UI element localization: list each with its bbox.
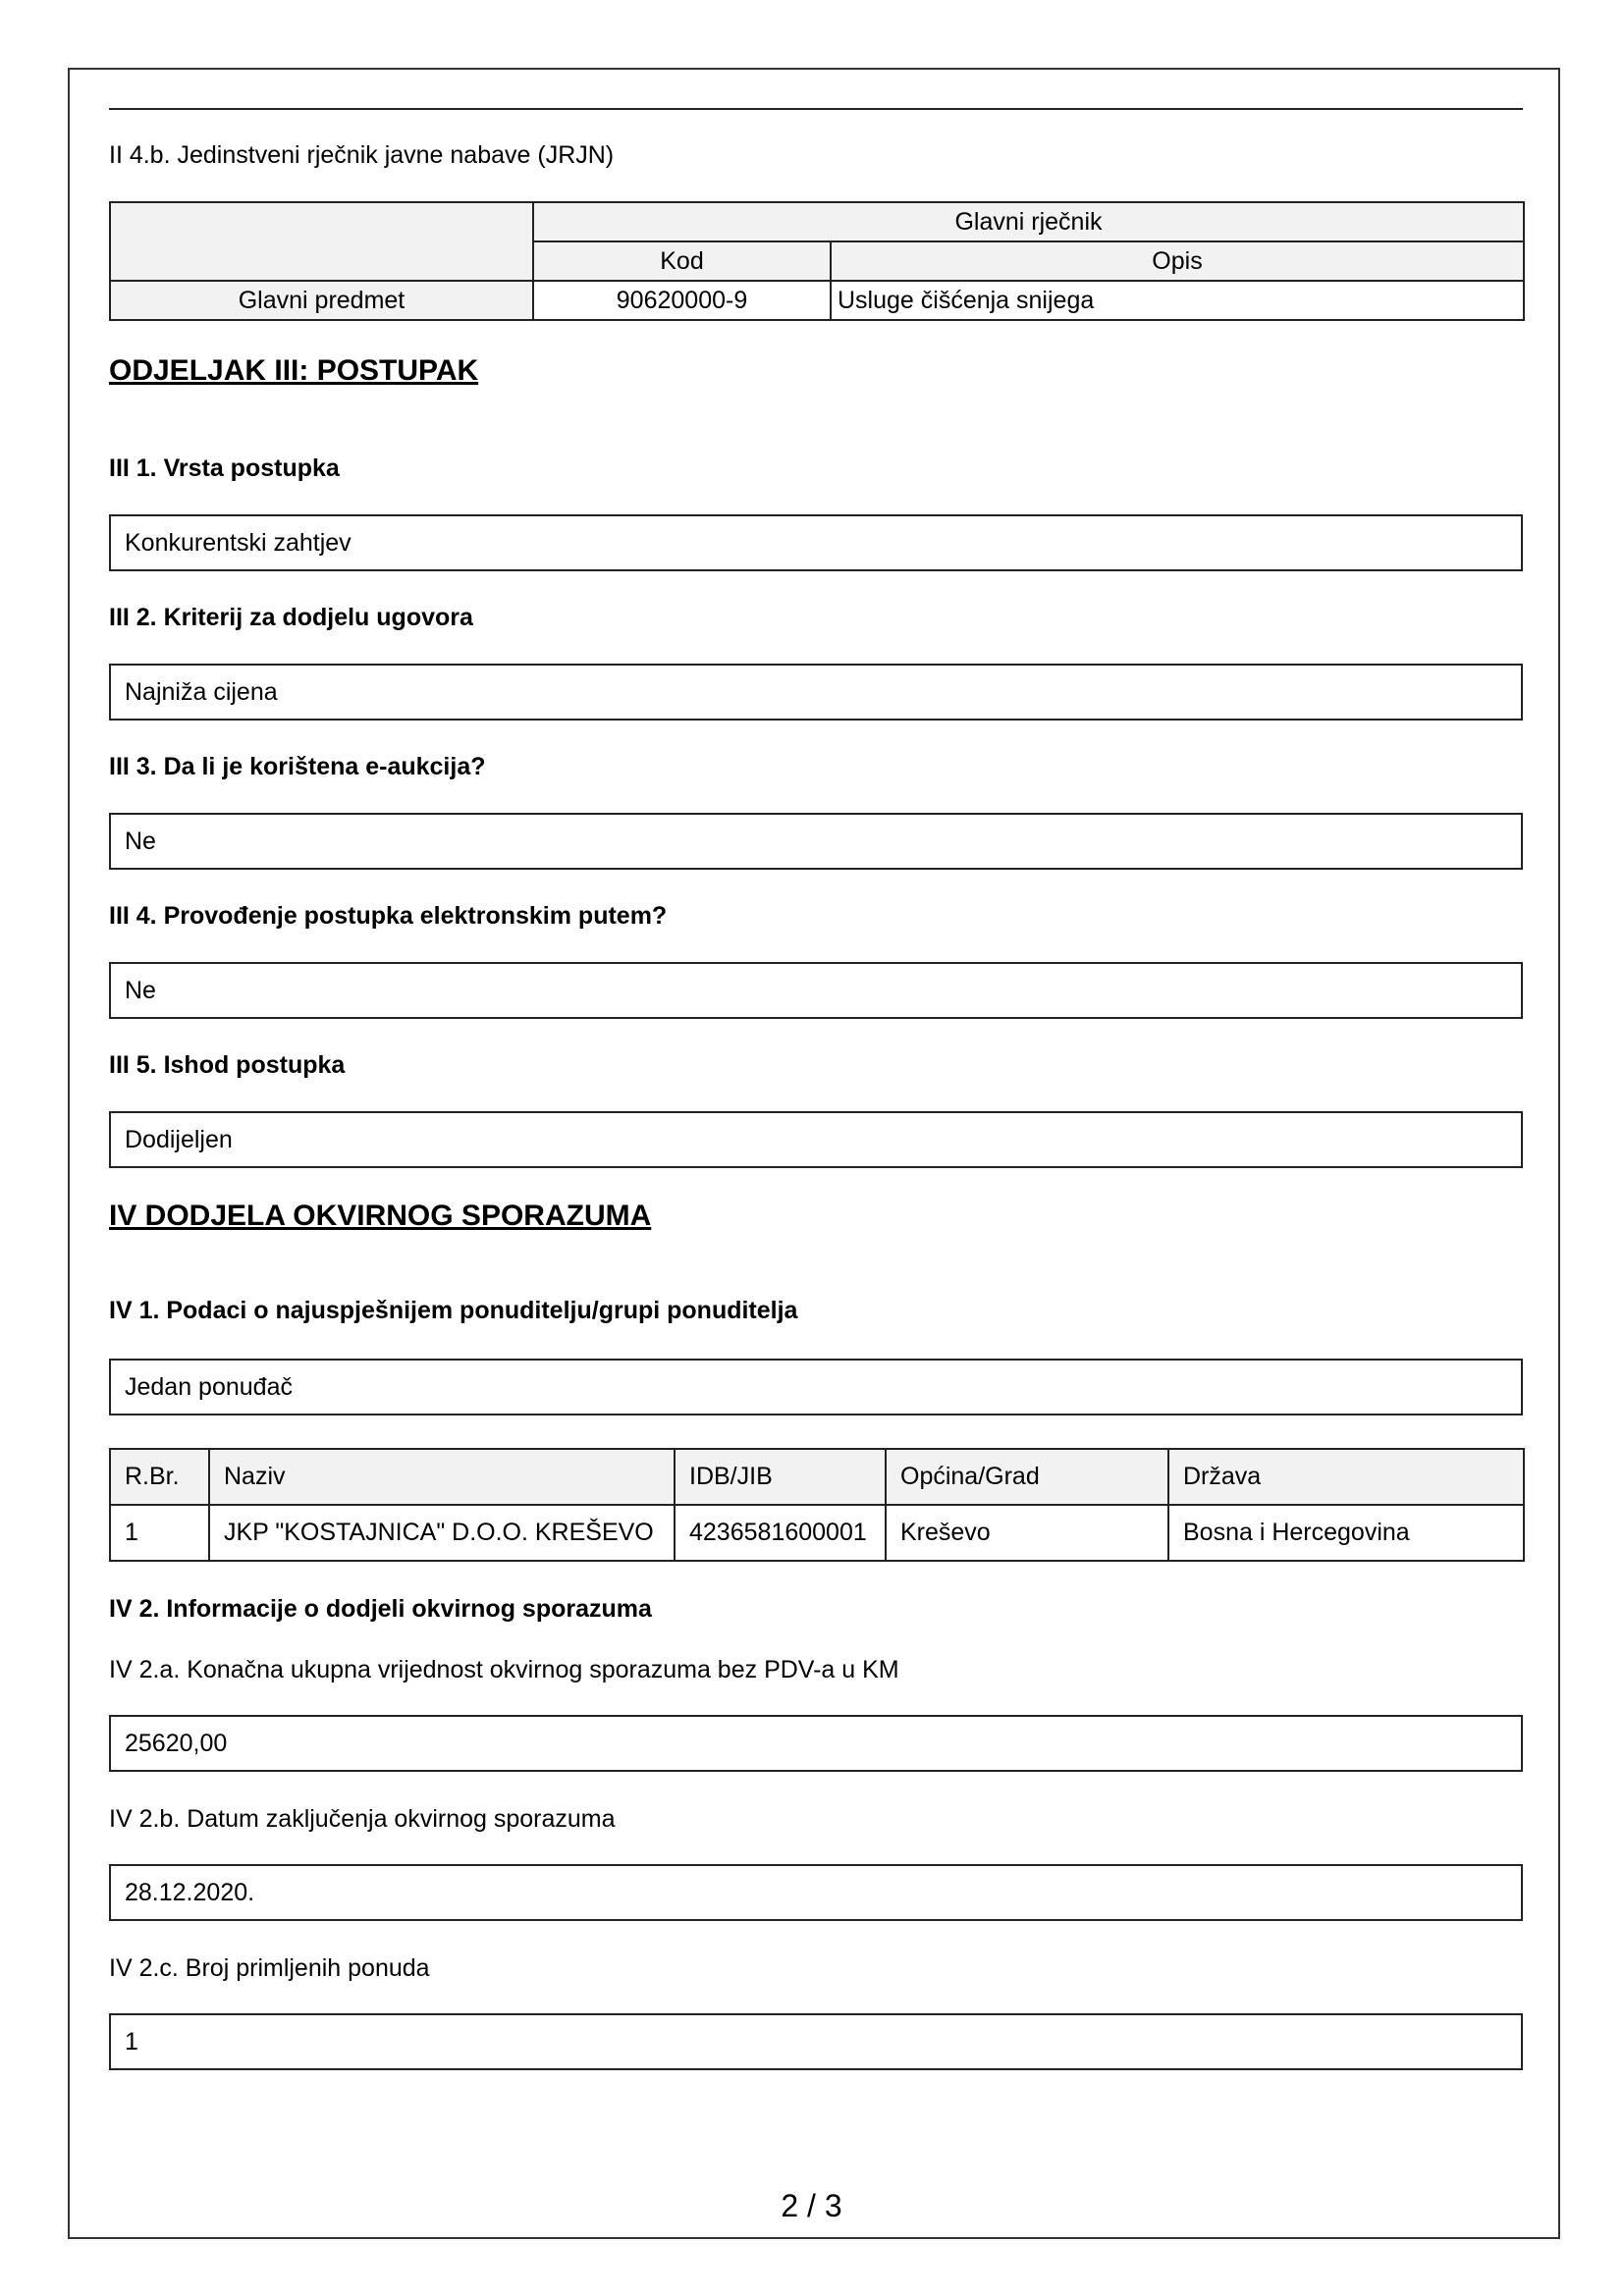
procedure-type-field: Konkurentski zahtjev [109, 514, 1523, 571]
e-auction-label: III 3. Da li je korištena e-aukcija? [109, 753, 486, 780]
award-info-label: IV 2. Informacije o dodjeli okvirnog sporazuma [109, 1595, 652, 1623]
header-rule [109, 108, 1523, 110]
offers-count-label: IV 2.c. Broj primljenih ponuda [109, 1954, 430, 1982]
cpv-code: 90620000-9 [533, 281, 831, 320]
bidder-table [109, 1448, 1525, 1562]
offers-count-field: 1 [109, 2013, 1523, 2070]
conclusion-date-field: 28.12.2020. [109, 1864, 1523, 1921]
bidder-no: 1 [110, 1505, 209, 1561]
bidder-col-id: IDB/JIB [675, 1449, 886, 1505]
cpv-empty-header [110, 202, 533, 281]
contract-value-field: 25620,00 [109, 1715, 1523, 1772]
cpv-row-label: Glavni predmet [110, 281, 533, 320]
conclusion-date-label: IV 2.b. Datum zaključenja okvirnog sporazuma [109, 1805, 616, 1833]
bidder-name: JKP "KOSTAJNICA" D.O.O. KREŠEVO [209, 1505, 675, 1561]
procedure-outcome-field: Dodijeljen [109, 1111, 1523, 1168]
electronic-procedure-label: III 4. Provođenje postupka elektronskim putem? [109, 902, 668, 930]
section-4-title: IV DODJELA OKVIRNOG SPORAZUMA [109, 1200, 652, 1232]
procedure-outcome-label: III 5. Ishod postupka [109, 1051, 346, 1079]
cpv-col-desc: Opis [831, 241, 1524, 281]
award-criterion-field: Najniža cijena [109, 664, 1523, 721]
bidder-country: Bosna i Hercegovina [1168, 1505, 1524, 1561]
procedure-type-label: III 1. Vrsta postupka [109, 454, 340, 482]
cpv-col-code: Kod [533, 241, 831, 281]
bidder-type-field: Jedan ponuđač [109, 1359, 1523, 1415]
e-auction-field: Ne [109, 813, 1523, 870]
bidder-id: 4236581600001 [675, 1505, 886, 1561]
cpv-heading: II 4.b. Jedinstveni rječnik javne nabave (JRJN) [109, 141, 615, 169]
cpv-table [109, 201, 1525, 321]
section-3-title: ODJELJAK III: POSTUPAK [109, 354, 479, 387]
page-number: 2 / 3 [781, 2188, 842, 2223]
bidder-col-country: Država [1168, 1449, 1524, 1505]
award-criterion-label: III 2. Kriterij za dodjelu ugovora [109, 604, 473, 631]
cpv-group-header: Glavni rječnik [533, 202, 1524, 241]
contract-value-label: IV 2.a. Konačna ukupna vrijednost okvirnog sporazuma bez PDV-a u KM [109, 1656, 899, 1683]
bidder-label: IV 1. Podaci o najuspješnijem ponuditelju/grupi ponuditelja [109, 1297, 798, 1324]
bidder-municipality: Kreševo [886, 1505, 1168, 1561]
table-row [110, 1505, 1524, 1561]
cpv-desc: Usluge čišćenja snijega [831, 281, 1524, 320]
bidder-col-municipality: Općina/Grad [886, 1449, 1168, 1505]
electronic-procedure-field: Ne [109, 962, 1523, 1019]
bidder-col-name: Naziv [209, 1449, 675, 1505]
bidder-col-no: R.Br. [110, 1449, 209, 1505]
